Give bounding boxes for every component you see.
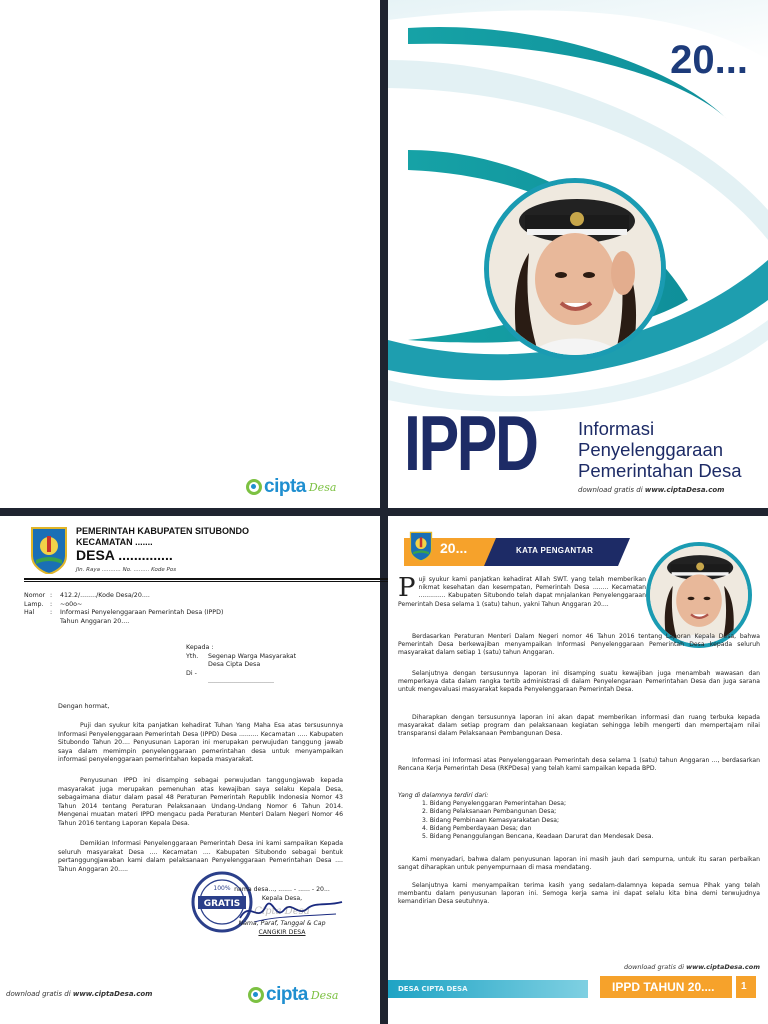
download-prefix: download gratis di <box>6 990 73 998</box>
letter-download-note <box>6 990 152 998</box>
letter-addressee: Kepada : Yth. Segenap Warga Masyarakat Desa Cipta Desa Di - ................................. <box>186 644 297 685</box>
footer-right-label: IPPD TAHUN 20.... <box>612 980 715 994</box>
intro-download-note <box>624 963 760 971</box>
intro-title: KATA PENGANTAR <box>516 546 594 555</box>
intro-year: 20... <box>440 540 468 556</box>
list-item: 2. Bidang Pelaksanaan Pembangunan Desa; <box>422 808 557 816</box>
sign-watermark: Cipta Desa <box>254 906 310 917</box>
situbondo-emblem-icon <box>28 526 70 574</box>
intro-paragraph-first: Puji syukur kami panjatkan kehadirat Allah SWT. yang telah memberikan nikmat kesehatan dan kesempatan, Pemerintah Desa ........ Kecamatan .............. Kabupaten Situbondo telah dapat mnjalankan Penyelenggaraan Pemerintah Desa selama 1 (satu) tahun, yakni Tahun Anggaran 20.... <box>398 573 646 608</box>
sign-stamp-label: Nama, Paraf, Tanggal & Cap <box>238 920 326 927</box>
cover-portrait-photo <box>484 178 666 360</box>
intro-list <box>398 792 760 841</box>
list-item: 5. Bidang Penanggulangan Bencana, Keadaan Darurat dan Mendesak Desa. <box>422 833 654 841</box>
download-site-link[interactable]: www.ciptaDesa.com <box>644 486 725 494</box>
meta-row: Nomor : 412.2/......../Kode Desa/20.... <box>24 592 150 599</box>
letter-meta <box>24 592 223 626</box>
intro-paragraph: Selanjutnya kami menyampaikan terima kasih yang sedalam-dalamnya kepada semua Pihak yang telah membantu dalam penyusunan laporan ini. Semoga kerja sama ini dapat selalu kita bina demi terwujudnya kemandirian Desa seutuhnya. <box>398 882 760 906</box>
letterhead <box>76 526 249 573</box>
sign-place-date: nama desa..., ....... - ...... - 20... <box>234 886 330 893</box>
cover-title-long <box>578 418 742 481</box>
blank-page <box>0 0 380 508</box>
cover-download-note <box>578 486 724 494</box>
portrait-image <box>489 183 661 355</box>
cipta-logo-word: cipta <box>266 984 308 1005</box>
list-item: 1. Bidang Penyelenggaran Pemerintahan Desa; <box>422 800 567 808</box>
sign-name: CANGKIR DESA <box>258 928 306 936</box>
letterhead-address: Jln. Raya ........... No. ......... Kode Pos <box>76 567 177 573</box>
letter-paragraph: Demikian Informasi Penyelenggaraan Pemerintah Desa ini kami sampaikan Kepada seluruh masyarakat Desa .... Kecamatan .... Kabupaten Situbondo sebagai bentuk pertanggungjawaban kami dalam pelaksanaan Penyelenggaraan Pemerintahan Desa .... Tahun Anggaran 20..... <box>58 840 343 873</box>
download-site-link[interactable]: www.ciptaDesa.com <box>686 963 760 971</box>
portrait-image <box>650 546 748 644</box>
signature-block <box>222 886 342 937</box>
situbondo-emblem-icon <box>408 530 434 562</box>
letter-paragraph: Puji dan syukur kita panjatkan kehadirat Tuhan Yang Maha Esa atas tersusunnya Informasi Penyelenggaraan Pemerintah Desa (IPPD) Desa .......... Kecamatan ..... Kabupaten Situbondo Tahun 20.... Penyusunan Laporan ini merupakan perwujudan tanggung jawab saya dalam memimpin penyelenggaraan pemerintahan desa untuk menyampaikan informasi penyelenggaraan pemerintahan kepada masyarakat. <box>58 722 343 763</box>
download-prefix: download gratis di <box>623 963 687 971</box>
meta-row: Hal : Informasi Penyelenggaraan Pemerintah Desa (IPPD) <box>24 609 224 616</box>
addressee-line: Yth. Segenap Warga Masyarakat <box>186 652 297 660</box>
intro-paragraph: Selanjutnya dengan tersusunnya laporan ini disamping suatu kewajiban juga menambah wawasan dan memperkaya data dalam rangka tertib administrasi di dalam Penyelengaraan Pemerintahan Desa dan juga sarana untuk mengevaluasi masyarakat kepada Penyelenggaraan Pemerintah Desa. <box>398 670 760 694</box>
letter-salutation: Dengan hormat, <box>58 703 110 710</box>
stamp-percent: 100% <box>213 885 231 892</box>
letterhead-village: DESA .............. <box>76 547 173 563</box>
list-item: 3. Bidang Pembinaan Kemasyarakatan Desa; <box>422 816 560 824</box>
footer-left-label: DESA CIPTA DESA <box>398 985 468 993</box>
meta-row: Tahun Anggaran 20.... <box>60 617 130 625</box>
download-prefix: download gratis di <box>578 486 645 494</box>
cipta-desa-logo <box>246 476 336 498</box>
cipta-logo-icon <box>246 479 262 495</box>
cover-title-line: Penyelenggaraan <box>578 439 724 460</box>
intro-paragraph: Informasi ini Informasi atas Penyelenggaraan Pemerintah desa selama 1 (satu) tahun Anggaran ..., berdasarkan Rencana Kerja Pemerintah Desa (RKPDesa) yang telah kami sampaikan kepada BPD. <box>398 757 760 773</box>
list-item: 4. Bidang Pemberdayaan Desa; dan <box>422 824 532 832</box>
intro-paragraph: Kami menyadari, bahwa dalam penyusunan laporan ini masih jauh dari sempurna, untuk itu saran perbaikan sangat diharapkan untuk penyempurnaan di masa mendatang. <box>398 856 760 872</box>
cipta-desa-logo <box>248 984 338 1006</box>
cipta-logo-suffix: Desa <box>310 988 339 1002</box>
stamp-label: GRATIS <box>203 899 241 909</box>
cipta-logo-suffix: Desa <box>308 480 337 494</box>
intro-paragraph: Diharapkan dengan tersusunnya laporan ini akan dapat memberikan informasi dan ruang terbuka kepada masyarakat dalam setiap program dan pelaksanaan kegiatan sehingga lebih mengerti dan mempertajam nilai transparansi dalam Pelaksanaan Pembangunan Desa. <box>398 714 760 738</box>
cover-title-short: IPPD <box>404 399 537 487</box>
cover-year: 20... <box>670 38 748 82</box>
meta-row: Lamp. : ~o0o~ <box>24 600 83 608</box>
sign-role: Kepala Desa, <box>261 894 303 902</box>
download-site-link[interactable]: www.ciptaDesa.com <box>72 990 153 998</box>
dropcap: P <box>398 573 416 603</box>
letterhead-government: PEMERINTAH KABUPATEN SITUBONDO <box>76 526 249 536</box>
letter-paragraph: Penyusunan IPPD ini disamping sebagai perwujudan tanggungjawab kepada masyarakat juga merupakan pemenuhan atas kewajiban saya selaku Kepala Desa, sebagaimana diatur dalam pasal 48 Peraturan Pemerintah Republik Indonesia Nomor 43 Tahun 2014 tentang Peraturan Pelaksanaan Undang-Undang Nomor 6 Tahun 2014. Mengenai muatan materi IPPD mengacu pada Peraturan Menteri Dalam Negeri Nomor 46 Tahun 2016 tentang Laporan Kepala Desa. <box>58 777 343 827</box>
letterhead-district: KECAMATAN ....... <box>76 537 153 547</box>
cipta-logo-icon <box>248 987 264 1003</box>
cover-page <box>388 0 768 508</box>
cover-title-line: Pemerintahan Desa <box>578 460 742 481</box>
cover-title-line: Informasi <box>578 418 655 439</box>
bidang-list <box>398 800 760 841</box>
intro-paragraph: Berdasarkan Peraturan Menteri Dalam Negeri nomor 46 Tahun 2016 tentang Laporan Kepala Desa, bahwa Pemerintah Desa berkewajiban menyampaikan Informasi Penyelenggaraan Pemerintah Desa kepada seluruh masyarakat dalam setiap 1 (satu) tahun Anggaran. <box>398 633 760 657</box>
page-number: 1 <box>741 981 747 992</box>
cipta-logo-word: cipta <box>264 476 306 497</box>
list-intro: Yang di dalamnya terdiri dari: <box>398 792 489 799</box>
